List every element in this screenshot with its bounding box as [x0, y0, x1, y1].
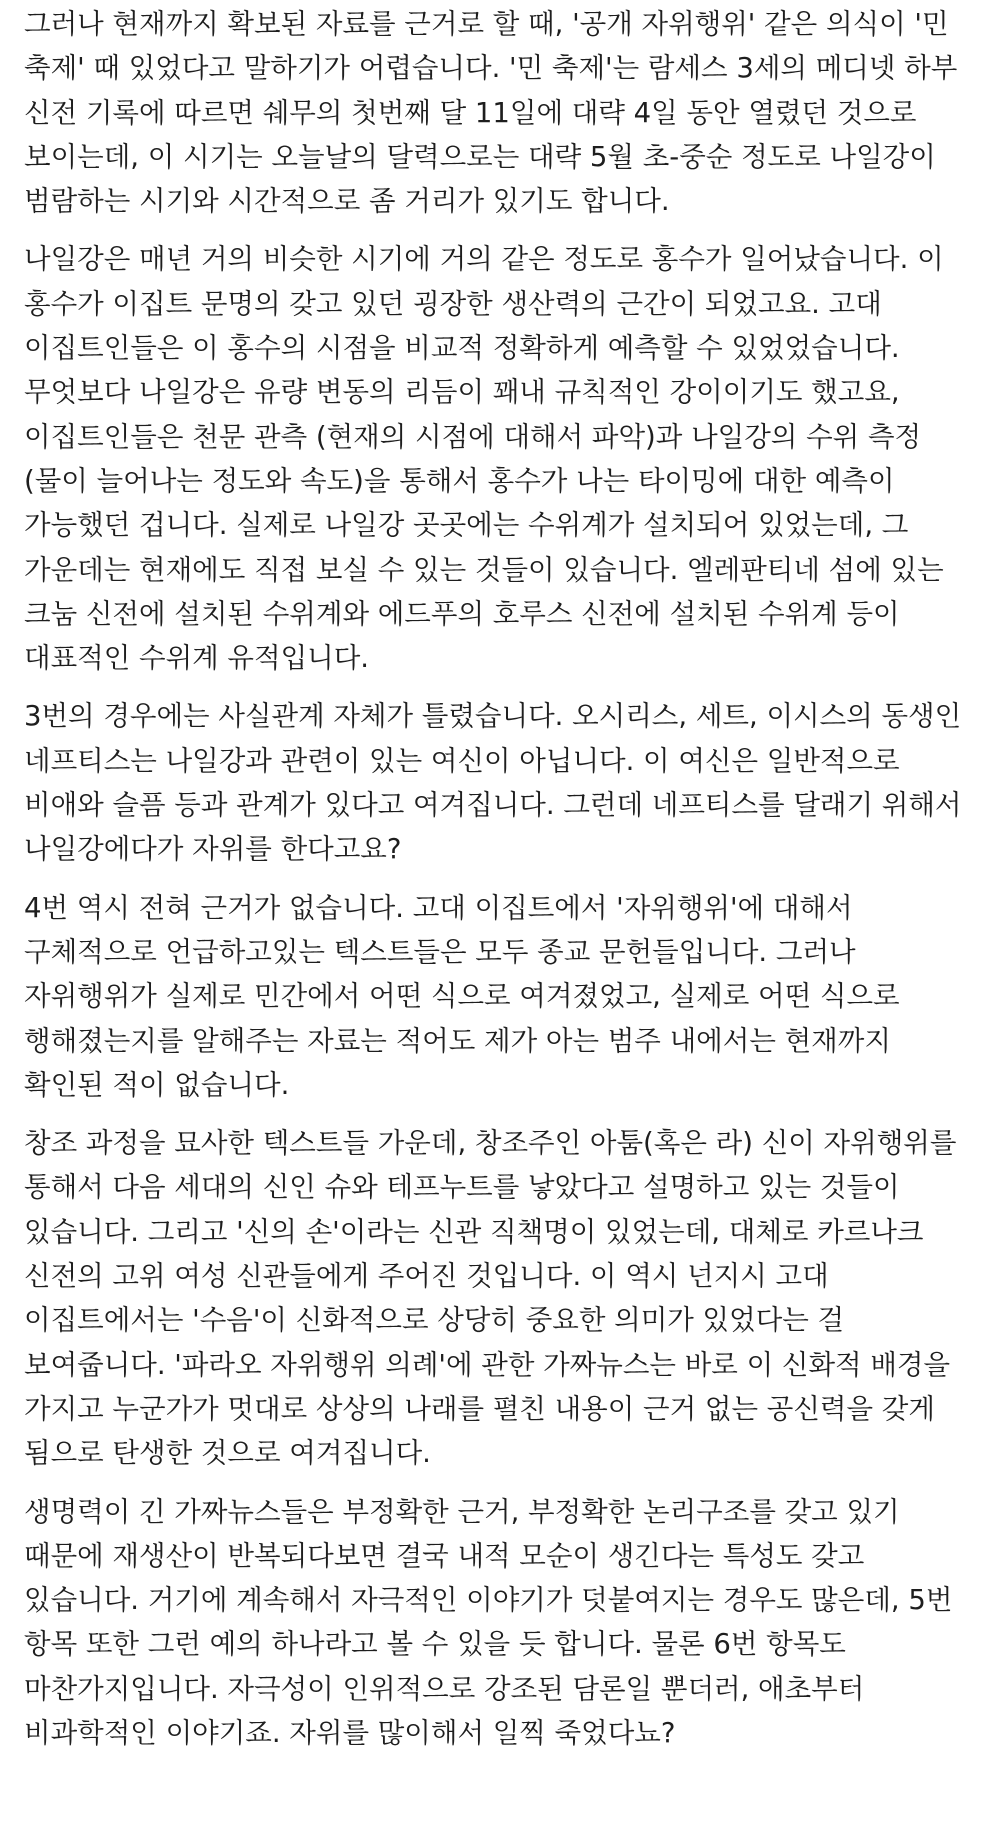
paragraph-nile-flood: 나일강은 매년 거의 비슷한 시기에 거의 같은 정도로 홍수가 일어났습니다. 이 홍수가 이집트 문명의 갖고 있던 굉장한 생산력의 근간이 되었고요. 고대 이집트인들은 이 홍수의 시점을 비교적 정확하게 예측할 수 있었었습니다. 무엇보다 나일강은 유량 변동의 리듬이 꽤내 규칙적인 강이이기도 했고요, 이집트인들은 천문 관측 (현재의 시점에 대해서 파악)과 나일강의 수위 측정(물이 늘어나는 정도와 속도)을 통해서 홍수가 나는 타이밍에 대한 예측이 가능했던 겁니다. 실제로 나일강 곳곳에는 수위계가 설치되어 있었는데, 그 가운데는 현재에도 직접 보실 수 있는 것들이 있습니다. 엘레판티네 섬에 있는 크눔 신전에 설치된 수위계와 에드푸의 호루스 신전에 설치된 수위계 등이 대표적인 수위계 유적입니다.: [24, 243, 944, 675]
paragraph-creation-myth: 창조 과정을 묘사한 텍스트들 가운데, 창조주인 아툼(혹은 라) 신이 자위행위를 통해서 다음 세대의 신인 슈와 테프누트를 낳았다고 설명하고 있는 것들이 있습니다. 그리고 '신의 손'이라는 신관 직책명이 있었는데, 대체로 카르나크 신전의 고위 여성 신관들에게 주어진 것입니다. 이 역시 넌지시 고대 이집트에서는 '수음'이 신화적으로 상당히 중요한 의미가 있었다는 걸 보여줍니다. '파라오 자위행위 의례'에 관한 가짜뉴스는 바로 이 신화적 배경을 가지고 누군가가 멋대로 상상의 나래를 펼친 내용이 근거 없는 공신력을 갖게 됨으로 탄생한 것으로 여겨집니다.: [24, 1127, 957, 1470]
paragraph-no-evidence: 4번 역시 전혀 근거가 없습니다. 고대 이집트에서 '자위행위'에 대해서 구체적으로 언급하고있는 텍스트들은 모두 종교 문헌들입니다. 그러나 자위행위가 실제로 민간에서 어떤 식으로 여겨졌었고, 실제로 어떤 식으로 행해졌는지를 알해주는 자료는 적어도 제가 아는 범주 내에서는 현재까지 확인된 적이 없습니다.: [24, 891, 900, 1101]
paragraph-nephthys: 3번의 경우에는 사실관계 자체가 틀렸습니다. 오시리스, 세트, 이시스의 동생인 네프티스는 나일강과 관련이 있는 여신이 아닙니다. 이 여신은 일반적으로 비애와 슬픔 등과 관계가 있다고 여겨집니다. 그런데 네프티스를 달래기 위해서 나일강에다가 자위를 한다고요?: [24, 700, 962, 866]
paragraph-fake-news: 생명력이 긴 가짜뉴스들은 부정확한 근거, 부정확한 논리구조를 갖고 있기 때문에 재생산이 반복되다보면 결국 내적 모순이 생긴다는 특성도 갖고 있습니다. 거기에 계속해서 자극적인 이야기가 덧붙여지는 경우도 많은데, 5번 항목 또한 그런 예의 하나라고 볼 수 있을 듯 합니다. 물론 6번 항목도 마찬가지입니다. 자극성이 인위적으로 강조된 담론일 뿐더러, 애초부터 비과학적인 이야기죠. 자위를 많이해서 일찍 죽었다뇨?: [24, 1495, 953, 1749]
paragraph-min-festival: 그러나 현재까지 확보된 자료를 근거로 할 때, '공개 자위행위' 같은 의식이 '민 축제' 때 있었다고 말하기가 어렵습니다. '민 축제'는 람세스 3세의 메디넷 하부 신전 기록에 따르면 쉐무의 첫번째 달 11일에 대략 4일 동안 열렸던 것으로 보이는데, 이 시기는 오늘날의 달력으로는 대략 5월 초-중순 정도로 나일강이 범람하는 시기와 시간적으로 좀 거리가 있기도 합니다.: [24, 8, 958, 218]
